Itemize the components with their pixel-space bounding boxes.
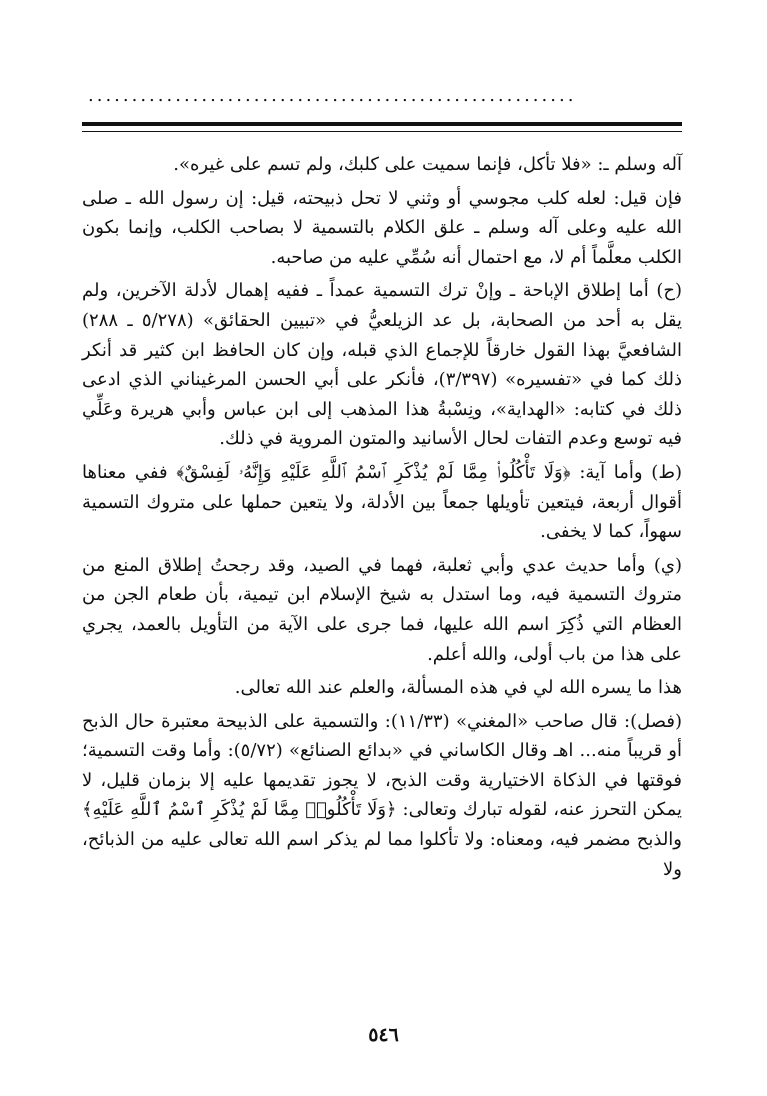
header-rule-thick	[82, 122, 682, 126]
paragraph: (ط) وأما آية: ﴿وَلَا تَأْكُلُوا۟ مِمَّا لَمْ يُذْكَرِ ٱسْمُ ٱللَّهِ عَلَيْهِ وَإِنَّهُۥ لَفِسْقٌ﴾ ففي معناها أقوال أربعة، فيتعين تأويلها جمعاً بين الأدلة، ولا يتعين حملها على متروك التسمية سهواً، كما لا يخفى.	[82, 461, 682, 543]
paragraph: فإن قيل: لعله كلب مجوسي أو وثني لا تحل ذبيحته، قيل: إن رسول الله ـ صلى الله عليه وعلى آله وسلم ـ علق الكلام بالتسمية لا بصاحب الكلب، وإنما بكون الكلب معلَّماً أم لا، مع احتمال أنه سُمِّي عليه من صاحبه.	[82, 187, 682, 268]
header-dotted-line: ........................................................	[88, 86, 577, 106]
paragraph: (فصل): قال صاحب «المغني» (١١/٣٣): والتسمية على الذبيحة معتبرة حال الذبح أو قريباً منه... اهـ وقال الكاساني في «بدائع الصنائع» (٥/٧٢): وأما وقت التسمية؛ فوقتها في الذكاة الاختيارية وقت الذبح، لا يجوز تقديمها عليه إلا بزمان قليل، لا يمكن التحرز عنه، لقوله تبارك وتعالى: ﴿وَلَا تَأْكُلُوا۟ مِمَّا لَمْ يُذْكَرِ ٱسْمُ ٱللَّهِ عَلَيْهِ﴾ والذبح مضمر فيه، ومعناه: ولا تأكلوا مما لم يذكر اسم الله تعالى عليه من الذبائح، ولا	[82, 710, 683, 880]
page-number: ٥٤٦	[368, 1024, 399, 1046]
paragraph: (ح) أما إطلاق الإباحة ـ وإنْ ترك التسمية عمداً ـ ففيه إهمال لأدلة الآخرين، ولم يقل به أحد من الصحابة، بل عد الزيلعيُّ في «تبيين الحقائق» (٥/٢٧٨ ـ ٢٨٨) الشافعيَّ بهذا القول خارقاً للإجماع الذي قبله، وإن كان الحافظ ابن كثير قد أنكر ذلك كما في «تفسيره» (٣/٣٩٧)، فأنكر على أبي الحسن المرغيناني الذي ادعى ذلك في كتابه: «الهداية»، ونِسْبةُ هذا المذهب إلى ابن عباس وأبي هريرة وعَلِّي فيه توسع وعدم التفات لحال الأسانيد والمتون المروية في ذلك.	[82, 280, 683, 450]
paragraph: هذا ما يسره الله لي في هذه المسألة، والعلم عند الله تعالى.	[234, 677, 682, 699]
paragraph: (ي) وأما حديث عدي وأبي ثعلبة، فهما في الصيد، وقد رجحتُ إطلاق المنع من متروك التسمية فيه، وما استدل به شيخ الإسلام ابن تيمية، بأن طعام الجن من العظام التي ذُكِرَ اسم الله عليها، فما جرى على الآية من التأويل بالعمد، يجري على هذا من باب أولى، والله أعلم.	[82, 554, 682, 665]
header-rule-thin	[82, 131, 682, 132]
page-body	[82, 150, 682, 884]
paragraph: آله وسلم ـ: «فلا تأكل، فإنما سميت على كلبك، ولم تسم على غيره».	[173, 154, 682, 175]
